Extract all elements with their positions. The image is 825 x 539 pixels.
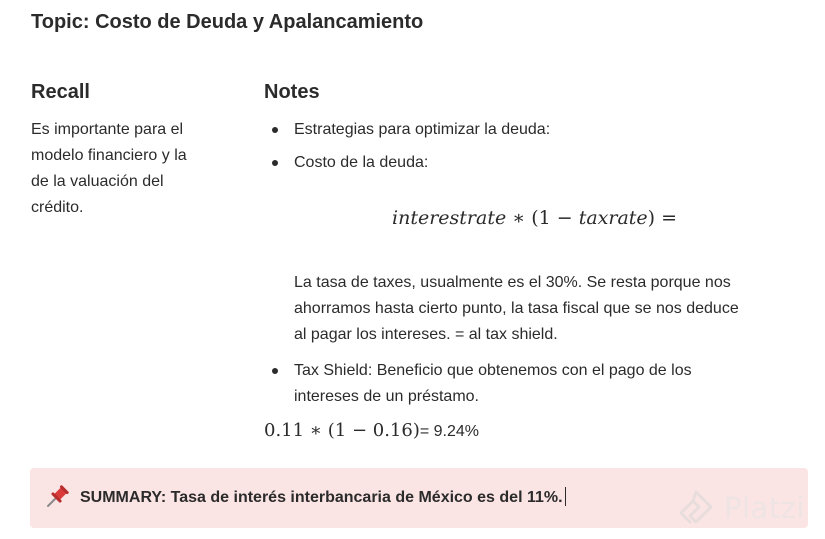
pushpin-icon — [44, 484, 70, 510]
recall-line: modelo financiero y la — [31, 147, 187, 164]
page-title: Topic: Costo de Deuda y Apalancamiento — [31, 11, 424, 33]
calculation-line — [264, 420, 479, 441]
cost-of-debt-formula — [392, 207, 677, 229]
formula-variable: taxrate — [578, 207, 648, 229]
calculation-expression: 0.11 ∗ (1 − 0.16) — [264, 420, 420, 441]
paragraph-line: al pagar los intereses. = al tax shield. — [294, 326, 558, 343]
platzi-logo-icon — [676, 489, 716, 529]
bullet-line: Tax Shield: Beneficio que obtenemos con el pago de los — [294, 362, 692, 379]
text-cursor — [565, 487, 566, 506]
bullet-line: intereses de un préstamo. — [294, 388, 479, 405]
recall-line: Es importante para el — [31, 121, 184, 138]
bullet-icon — [272, 127, 278, 133]
bullet-text: Estrategias para optimizar la deuda: — [294, 121, 551, 138]
formula-operator: ∗ (1 − — [506, 207, 579, 229]
paragraph-line: La tasa de taxes, usualmente es el 30%. Se resta porque nos — [294, 274, 731, 291]
bullet-icon — [272, 160, 278, 166]
tax-explanation-paragraph — [294, 270, 814, 348]
bullet-text — [294, 358, 692, 410]
recall-line: crédito. — [31, 199, 84, 216]
platzi-wordmark: Platzi — [724, 491, 805, 525]
recall-heading: Recall — [31, 81, 90, 103]
bullet-text: Costo de la deuda: — [294, 154, 429, 171]
recall-text — [31, 117, 231, 221]
calculation-result: = 9.24% — [419, 423, 480, 440]
notes-heading: Notes — [264, 81, 320, 103]
formula-variable: interestrate — [392, 207, 507, 229]
summary-label: SUMMARY: Tasa de interés interbancaria de México es del 11%. — [80, 489, 563, 506]
formula-operator: ) = — [647, 207, 678, 229]
recall-line: de la valuación del — [31, 173, 164, 190]
bullet-icon — [272, 368, 278, 374]
summary-text[interactable] — [80, 487, 566, 507]
paragraph-line: ahorramos hasta cierto punto, la tasa fiscal que se nos deduce — [294, 300, 739, 317]
